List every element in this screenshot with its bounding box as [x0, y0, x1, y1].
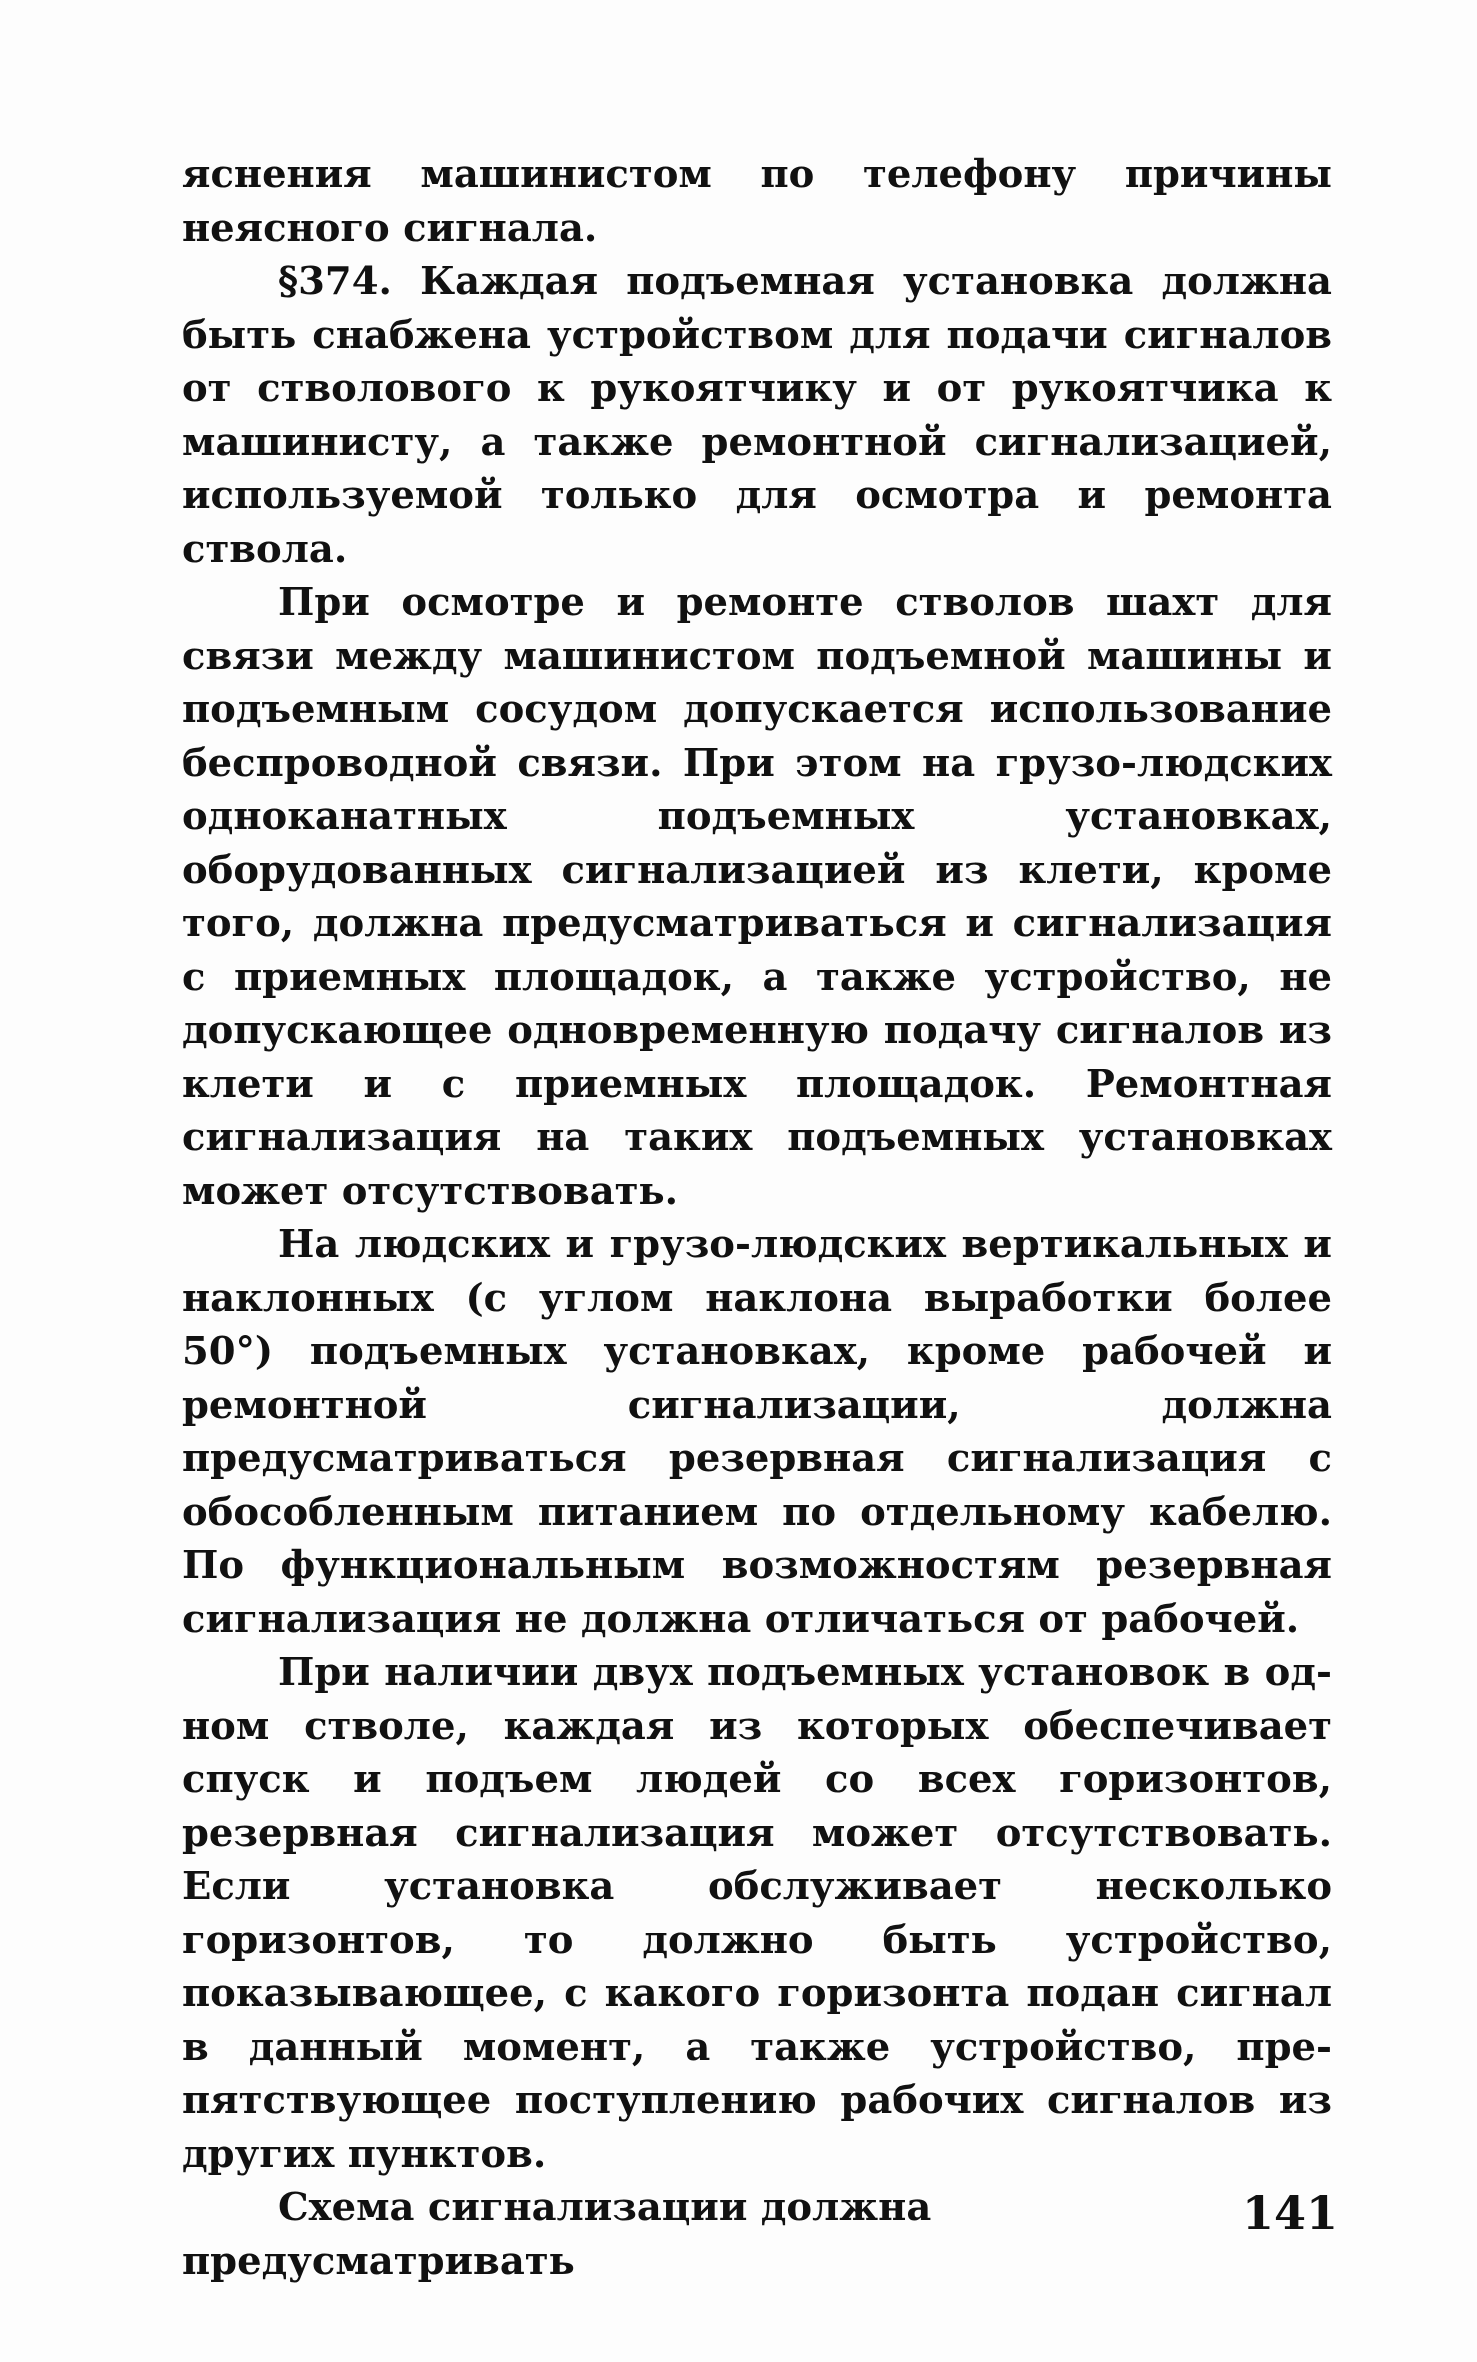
- page-body-text: [182, 148, 1332, 2288]
- paragraph-two-hoists: При наличии двух подъемных установок в одном стволе, каждая из которых обеспечивает спуск и подъем людей со всех горизонтов, резервная сигнализация может отсутствовать. Если установка обслуживает несколько горизонтов, то должно быть устройство, показывающее, с какого горизонта подан сигнал в данный момент, а также устройство, препятствующее поступлению рабочих сигналов из других пунктов.: [182, 1650, 1332, 2177]
- paragraph-section-374: §374. Каждая подъемная установка должна быть снабжена устройством для подачи сигналов от стволового к рукоятчику и от рукоятчика к машинисту, а также ремонтной сигнализацией, используемой только для осмотра и ремонта ствола.: [182, 259, 1332, 572]
- paragraph-signaling-scheme: Схема сигнализации должна предусматривать: [182, 2185, 932, 2284]
- page-number: 141: [1241, 2186, 1338, 2240]
- paragraph-continuation: яснения машинистом по телефону причины неясного сигнала.: [182, 152, 1332, 251]
- paragraph-shaft-inspection: При осмотре и ремонте стволов шахт для связи между машинистом подъемной машины и подъемным сосудом допускается использование беспроводной связи. При этом на грузо-людских одноканатных подъемных установках, оборудованных сигнализацией из клети, кроме того, должна предусматриваться и сигнализация с приемных площадок, а также устройство, не допускающее одновременную подачу сигналов из клети и с приемных площадок. Ремонтная сигнализация на таких подъемных установках может отсутствовать.: [182, 580, 1332, 1214]
- paragraph-reserve-signaling: На людских и грузо-людских вертикальных и наклонных (с углом наклона выработки более 50°) подъемных установках, кроме рабочей и ремонтной сигнализации, должна предусматриваться резервная сигнализация с обособленным питанием по отдельному кабелю. По функциональным возможностям резервная сигнализация не должна отличаться от рабочей.: [182, 1222, 1332, 1642]
